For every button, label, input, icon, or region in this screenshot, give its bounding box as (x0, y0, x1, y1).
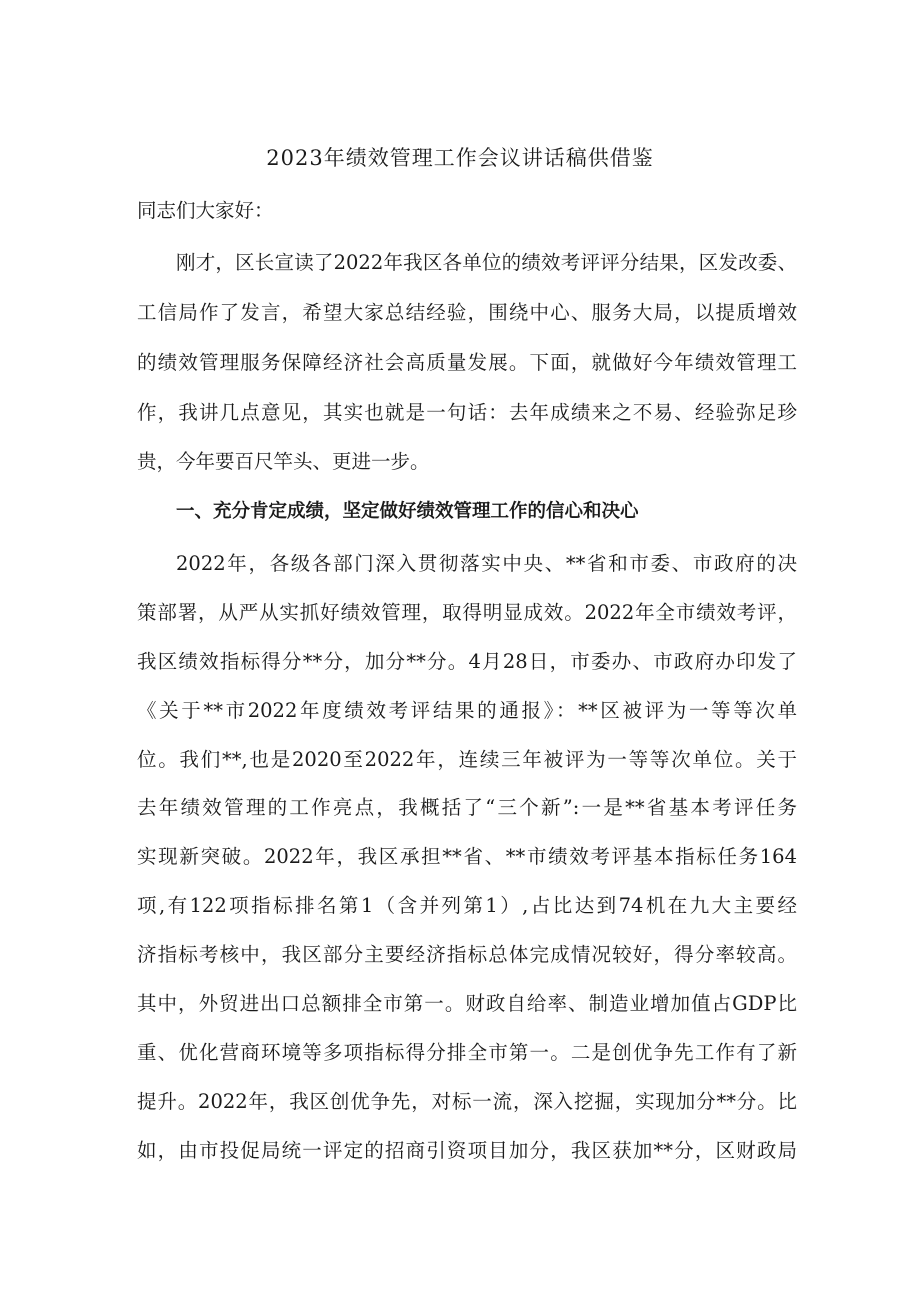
para2-line-11: 重、优化营商环境等多项指标得分排全市第一。二是创优争先工作有了新 (137, 1041, 797, 1064)
para1-line-2: 工信局作了发言，希望大家总结经验，围绕中心、服务大局，以提质增效 (137, 301, 797, 324)
para1-line-3: 的绩效管理服务保障经济社会高质量发展。下面，就做好今年绩效管理工 (137, 351, 797, 374)
para1-line-4: 作，我讲几点意见，其实也就是一句话：去年成绩来之不易、经验弥足珍 (137, 401, 797, 424)
greeting: 同志们大家好： (137, 199, 274, 222)
para1-line-5: 贵，今年要百尺竿头、更进一步。 (137, 450, 430, 473)
para1-line-1: 刚才，区长宣读了2022年我区各单位的绩效考评评分结果，区发改委、 (176, 251, 797, 274)
para2-line-3: 我区绩效指标得分**分，加分**分。4月28日，市委办、市政府办印发了 (137, 650, 797, 673)
para2-line-13: 如，由市投促局统一评定的招商引资项目加分，我区获加**分，区财政局 (137, 1139, 797, 1162)
para2-line-9: 济指标考核中，我区部分主要经济指标总体完成情况较好，得分率较高。 (137, 943, 797, 966)
para2-line-10: 其中，外贸进出口总额排全市第一。财政自给率、制造业增加值占GDP比 (137, 992, 797, 1015)
para2-line-7: 实现新突破。2022年，我区承担**省、**市绩效考评基本指标任务164 (137, 845, 797, 868)
para2-line-2: 策部署，从严从实抓好绩效管理，取得明显成效。2022年全市绩效考评， (137, 601, 797, 624)
para2-line-1: 2022年，各级各部门深入贯彻落实中央、**省和市委、市政府的决 (176, 552, 797, 575)
para2-line-12: 提升。2022年，我区创优争先，对标一流，深入挖掘，实现加分**分。比 (137, 1090, 797, 1113)
document-title: 2023年绩效管理工作会议讲话稿供借鉴 (266, 146, 654, 170)
para2-line-6: 去年绩效管理的工作亮点，我概括了“三个新”:一是**省基本考评任务 (137, 796, 797, 819)
section-heading-1: 一、充分肯定成绩，坚定做好绩效管理工作的信心和决心 (176, 501, 639, 522)
para2-line-5: 位。我们**,也是2020至2022年，连续三年被评为一等等次单位。关于 (137, 748, 797, 771)
para2-line-8: 项,有122项指标排名第1（含并列第1）,占比达到74机在九大主要经 (137, 894, 797, 917)
para2-line-4: 《关于**市2022年度绩效考评结果的通报》：**区被评为一等等次单 (137, 699, 797, 722)
